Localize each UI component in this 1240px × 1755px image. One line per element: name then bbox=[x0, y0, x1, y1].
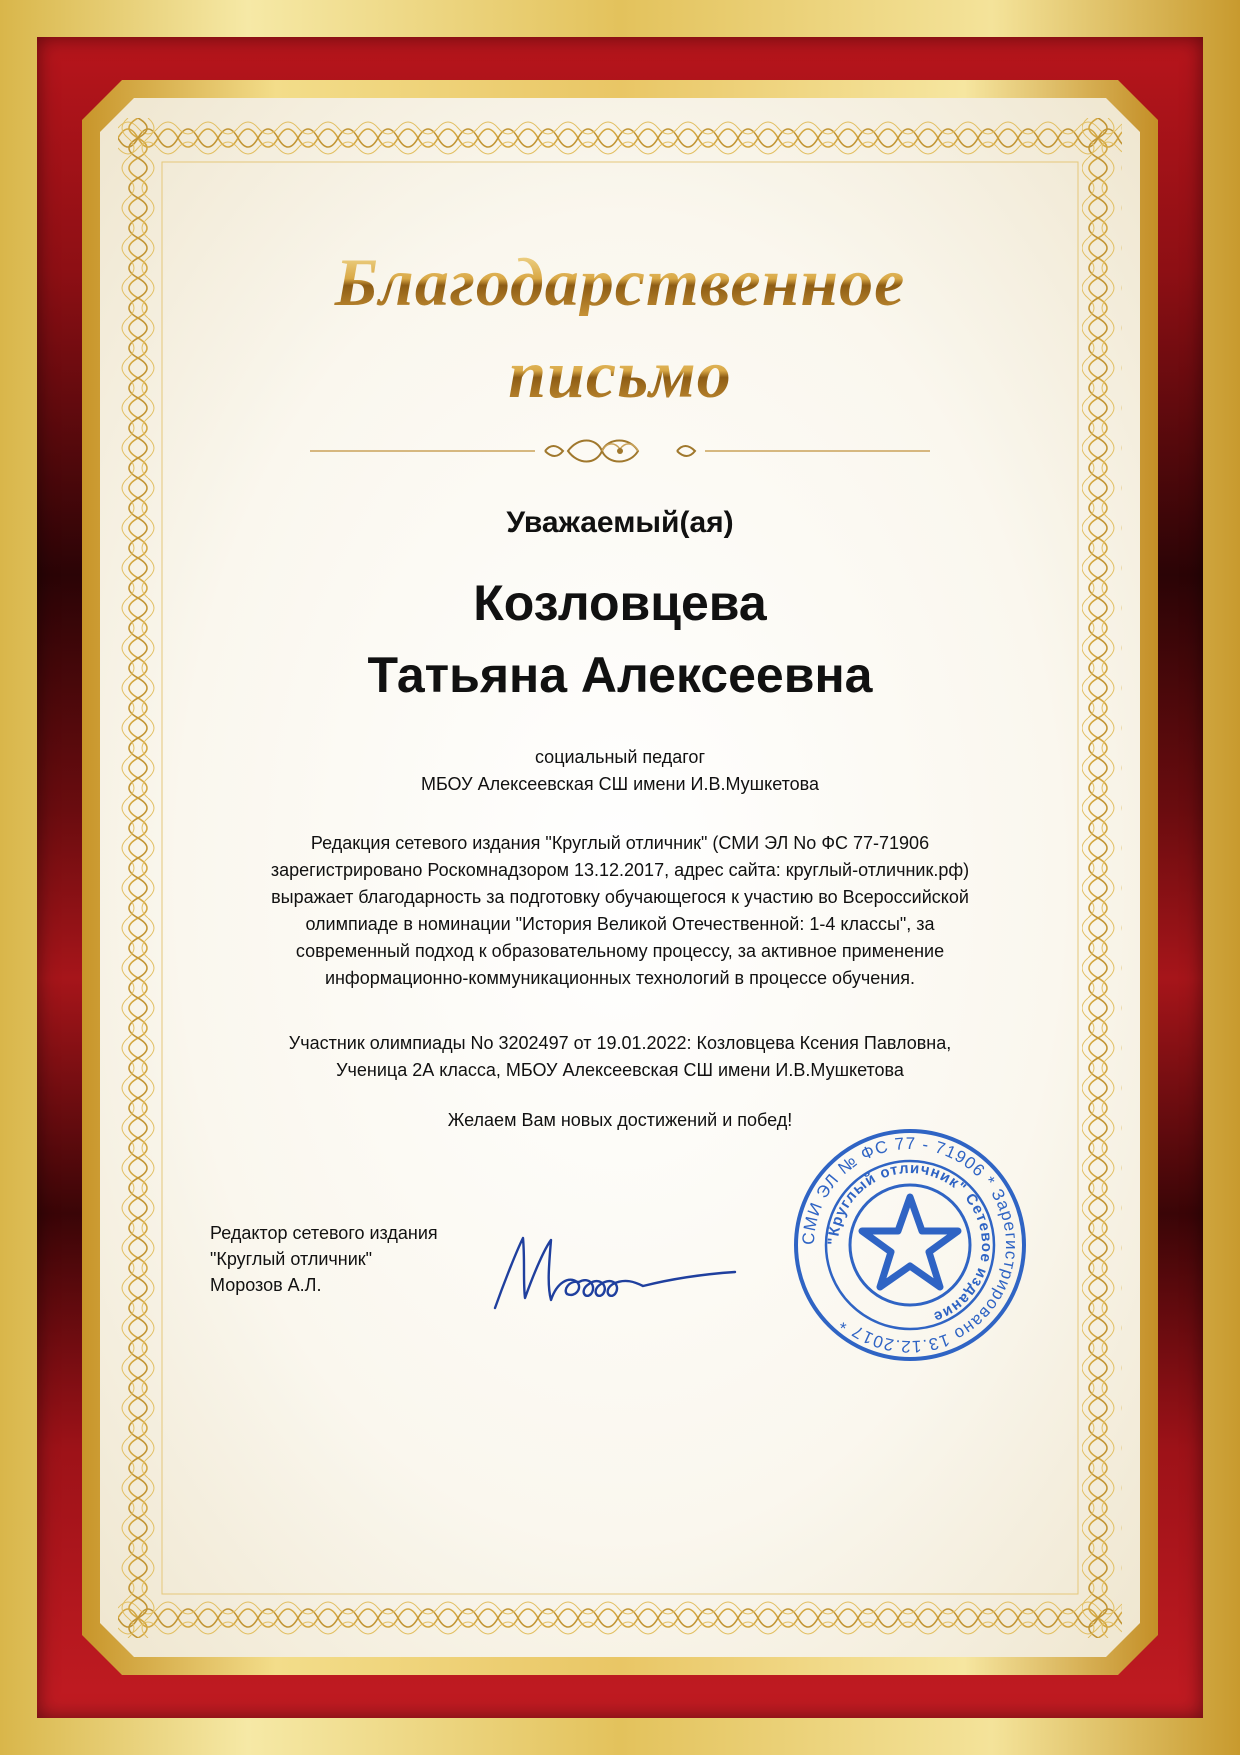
body-line: олимпиаде в номинации "История Великой Отечественной: 1-4 классы", за bbox=[305, 914, 935, 934]
title-line-1: Благодарственное bbox=[140, 248, 1100, 316]
editor-line: Морозов А.Л. bbox=[210, 1275, 322, 1295]
position-school: МБОУ Алексеевская СШ имени И.В.Мушкетова bbox=[420, 774, 820, 794]
stamp-outer-text: СМИ ЭЛ № ФС 77 - 71906 * Зарегистрировано 13.12.2017 * bbox=[798, 1133, 1022, 1357]
editor-signature bbox=[485, 1220, 745, 1320]
body-line: современный подход к образовательному процессу, за активное применение bbox=[295, 941, 945, 961]
body-line: выражает благодарность за подготовку обучающегося к участию во Всероссийской bbox=[271, 887, 969, 907]
body-line: Редакция сетевого издания "Круглый отличник" (СМИ ЭЛ No ФС 77-71906 bbox=[310, 833, 930, 853]
recipient-given-names: Татьяна Алексеевна bbox=[367, 647, 873, 703]
participant-line: Участник олимпиады No 3202497 от 19.01.2022: Козловцева Ксения Павловна, bbox=[288, 1033, 952, 1053]
recipient-position bbox=[140, 744, 1100, 798]
stamp-inner-text: "Круглый отличник" Сетевое издание bbox=[824, 1159, 996, 1326]
wish-text: Желаем Вам новых достижений и побед! bbox=[447, 1110, 793, 1130]
editor-line: "Круглый отличник" bbox=[210, 1249, 373, 1269]
ornament-divider bbox=[310, 436, 930, 466]
body-text bbox=[140, 830, 1100, 992]
certificate-content bbox=[140, 140, 1100, 1610]
body-line: информационно-коммуникационных технологий в процессе обучения. bbox=[324, 968, 916, 988]
editor-line: Редактор сетевого издания bbox=[210, 1223, 438, 1243]
participant-info bbox=[140, 1030, 1100, 1084]
participant-line: Ученица 2А класса, МБОУ Алексеевская СШ имени И.В.Мушкетова bbox=[336, 1060, 904, 1080]
star-icon bbox=[862, 1197, 958, 1287]
publication-stamp bbox=[790, 1125, 1030, 1365]
body-line: зарегистрировано Роскомнадзором 13.12.2017, адрес сайта: круглый-отличник.рф) bbox=[270, 860, 970, 880]
title-line-2: письмо bbox=[140, 340, 1100, 408]
editor-block bbox=[210, 1220, 438, 1298]
greeting: Уважаемый(ая) bbox=[506, 506, 734, 539]
position-title: социальный педагог bbox=[534, 747, 706, 767]
recipient-surname: Козловцева bbox=[473, 575, 767, 631]
